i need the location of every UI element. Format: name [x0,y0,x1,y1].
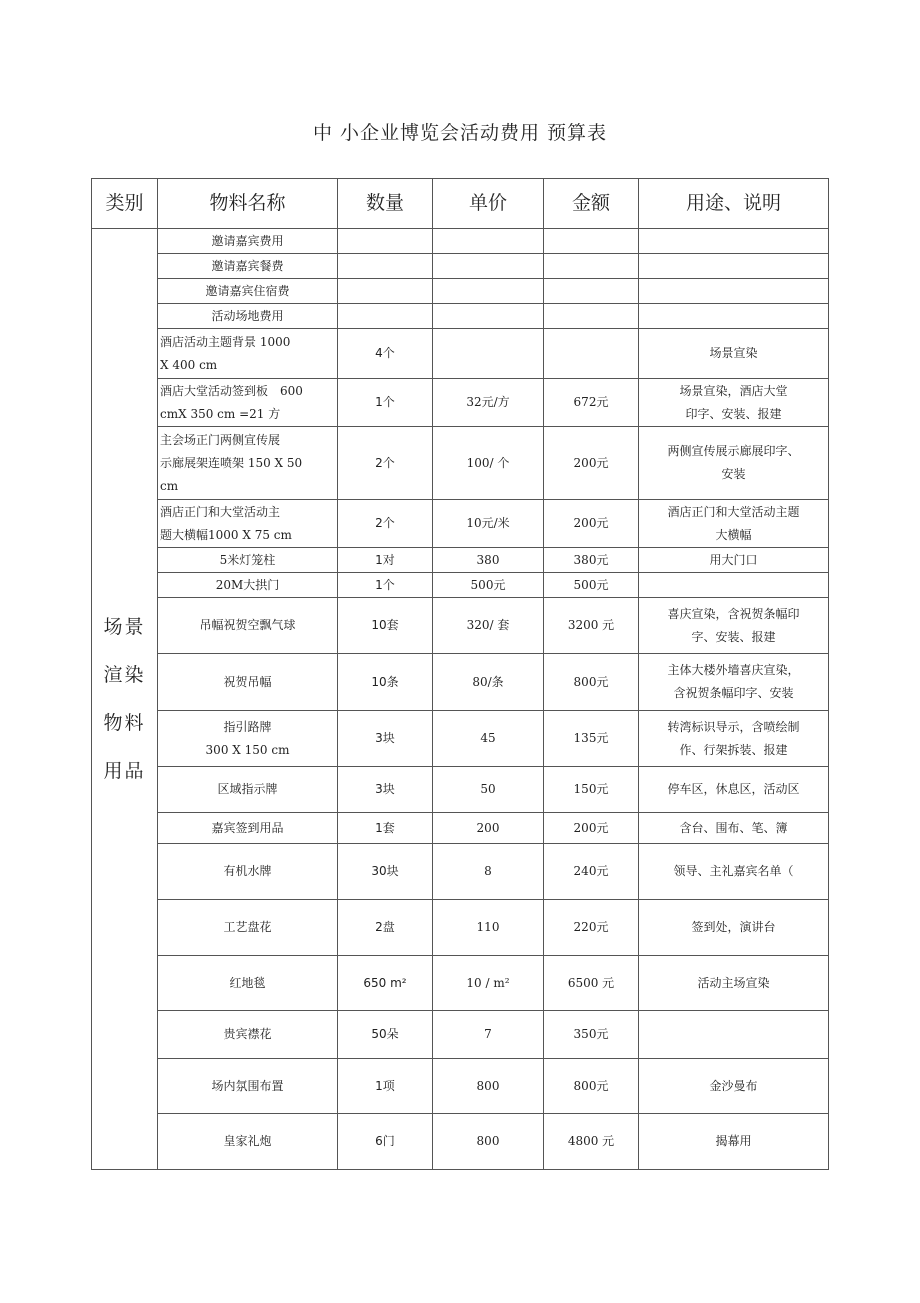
notes-cell: 主体大楼外墙喜庆宣染， 含祝贺条幅印字、安装 [639,654,829,711]
notes-cell: 场景宣染 [639,329,829,379]
item-name-cell: 酒店活动主题背景 1000 X 400 cm [158,329,338,379]
table-row [92,900,829,956]
table-row [92,1114,829,1170]
amount-cell: 240元 [544,844,639,900]
amount-cell: 672元 [544,379,639,427]
notes-cell: 场景宣染，酒店大堂 印字、安装、报建 [639,379,829,427]
item-name-cell: 酒店大堂活动签到板 600 cmX 350 cm =21 方 [158,379,338,427]
item-name-cell: 邀请嘉宾餐费 [158,254,338,279]
quantity-cell: 1对 [338,548,433,573]
amount-cell: 220元 [544,900,639,956]
table-row [92,279,829,304]
table-row [92,379,829,427]
unit-price-cell: 800 [433,1114,544,1170]
notes-cell: 用大门口 [639,548,829,573]
quantity-cell: 1个 [338,379,433,427]
header-row [92,179,829,229]
unit-price-cell [433,254,544,279]
unit-price-cell: 500元 [433,573,544,598]
notes-cell [639,573,829,598]
table-row [92,598,829,654]
unit-price-cell: 80/条 [433,654,544,711]
unit-price-cell: 45 [433,711,544,767]
amount-cell: 200元 [544,427,639,500]
amount-cell [544,254,639,279]
amount-cell: 200元 [544,500,639,548]
notes-cell: 签到处，演讲台 [639,900,829,956]
notes-cell: 停车区，休息区，活动区 [639,767,829,813]
category-cell: 场景 渲染 物料 用品 [92,229,158,1170]
item-name-cell: 嘉宾签到用品 [158,813,338,844]
page-title: 中 小企业博览会活动费用 预算表 [312,122,608,144]
notes-cell: 酒店正门和大堂活动主题 大横幅 [639,500,829,548]
quantity-cell: 1项 [338,1059,433,1114]
notes-cell: 喜庆宣染，含祝贺条幅印 字、安装、报建 [639,598,829,654]
quantity-cell: 4个 [338,329,433,379]
budget-table [91,178,829,1170]
amount-cell: 380元 [544,548,639,573]
notes-cell: 两侧宣传展示廊展印字、 安装 [639,427,829,500]
unit-price-cell: 320/ 套 [433,598,544,654]
item-name-cell: 吊幅祝贺空飘气球 [158,598,338,654]
quantity-cell: 2个 [338,427,433,500]
notes-cell [639,279,829,304]
item-name-cell: 有机水牌 [158,844,338,900]
notes-cell [639,1011,829,1059]
amount-cell: 135元 [544,711,639,767]
notes-cell [639,254,829,279]
unit-price-cell: 10 / m² [433,956,544,1011]
header-amount: 金额 [544,179,639,229]
table-row [92,254,829,279]
amount-cell [544,304,639,329]
unit-price-cell: 7 [433,1011,544,1059]
table-row [92,711,829,767]
table-row [92,500,829,548]
amount-cell: 150元 [544,767,639,813]
quantity-cell: 1套 [338,813,433,844]
item-name-cell: 皇家礼炮 [158,1114,338,1170]
item-name-cell: 场内氛围布置 [158,1059,338,1114]
item-name-cell: 工艺盘花 [158,900,338,956]
header-quantity: 数量 [338,179,433,229]
item-name-cell: 活动场地费用 [158,304,338,329]
quantity-cell: 10条 [338,654,433,711]
unit-price-cell: 800 [433,1059,544,1114]
unit-price-cell: 10元/米 [433,500,544,548]
table-row [92,844,829,900]
quantity-cell: 3块 [338,711,433,767]
table-row [92,1011,829,1059]
amount-cell: 500元 [544,573,639,598]
header-item-name: 物料名称 [158,179,338,229]
notes-cell [639,304,829,329]
item-name-cell: 祝贺吊幅 [158,654,338,711]
notes-cell: 含台、围布、笔、簿 [639,813,829,844]
notes-cell: 转湾标识导示，含喷绘制 作、行架拆装、报建 [639,711,829,767]
table-row [92,573,829,598]
table-row [92,329,829,379]
item-name-cell: 20M大拱门 [158,573,338,598]
amount-cell: 800元 [544,1059,639,1114]
unit-price-cell: 100/ 个 [433,427,544,500]
quantity-cell: 30块 [338,844,433,900]
notes-cell: 活动主场宣染 [639,956,829,1011]
table-row [92,1059,829,1114]
amount-cell: 800元 [544,654,639,711]
table-row [92,304,829,329]
item-name-cell: 主会场正门两侧宣传展 示廊展架连喷架 150 X 50 cm [158,427,338,500]
table-row [92,813,829,844]
quantity-cell [338,229,433,254]
amount-cell: 200元 [544,813,639,844]
quantity-cell [338,254,433,279]
amount-cell [544,329,639,379]
notes-cell: 领导、主礼嘉宾名单（ [639,844,829,900]
table-row [92,956,829,1011]
item-name-cell: 指引路牌 300 X 150 cm [158,711,338,767]
unit-price-cell: 110 [433,900,544,956]
header-unit-price: 单价 [433,179,544,229]
quantity-cell: 3块 [338,767,433,813]
quantity-cell: 6门 [338,1114,433,1170]
quantity-cell [338,304,433,329]
unit-price-cell: 8 [433,844,544,900]
amount-cell: 4800 元 [544,1114,639,1170]
unit-price-cell [433,329,544,379]
table-row [92,654,829,711]
item-name-cell: 红地毯 [158,956,338,1011]
unit-price-cell: 32元/方 [433,379,544,427]
quantity-cell: 50朵 [338,1011,433,1059]
quantity-cell: 1个 [338,573,433,598]
table-row [92,767,829,813]
amount-cell [544,279,639,304]
quantity-cell: 650 m² [338,956,433,1011]
item-name-cell: 邀请嘉宾住宿费 [158,279,338,304]
notes-cell [639,229,829,254]
item-name-cell: 5米灯笼柱 [158,548,338,573]
unit-price-cell: 50 [433,767,544,813]
amount-cell: 3200 元 [544,598,639,654]
unit-price-cell [433,304,544,329]
unit-price-cell [433,229,544,254]
header-notes: 用途、说明 [639,179,829,229]
quantity-cell: 2盘 [338,900,433,956]
item-name-cell: 贵宾襟花 [158,1011,338,1059]
table-row [92,548,829,573]
quantity-cell: 10套 [338,598,433,654]
table-row [92,427,829,500]
header-category: 类别 [92,179,158,229]
item-name-cell: 酒店正门和大堂活动主 题大横幅1000 X 75 cm [158,500,338,548]
unit-price-cell [433,279,544,304]
quantity-cell: 2个 [338,500,433,548]
amount-cell: 350元 [544,1011,639,1059]
amount-cell: 6500 元 [544,956,639,1011]
item-name-cell: 区域指示牌 [158,767,338,813]
notes-cell: 金沙曼布 [639,1059,829,1114]
item-name-cell: 邀请嘉宾费用 [158,229,338,254]
notes-cell: 揭幕用 [639,1114,829,1170]
quantity-cell [338,279,433,304]
table-row [92,229,829,254]
unit-price-cell: 380 [433,548,544,573]
amount-cell [544,229,639,254]
unit-price-cell: 200 [433,813,544,844]
